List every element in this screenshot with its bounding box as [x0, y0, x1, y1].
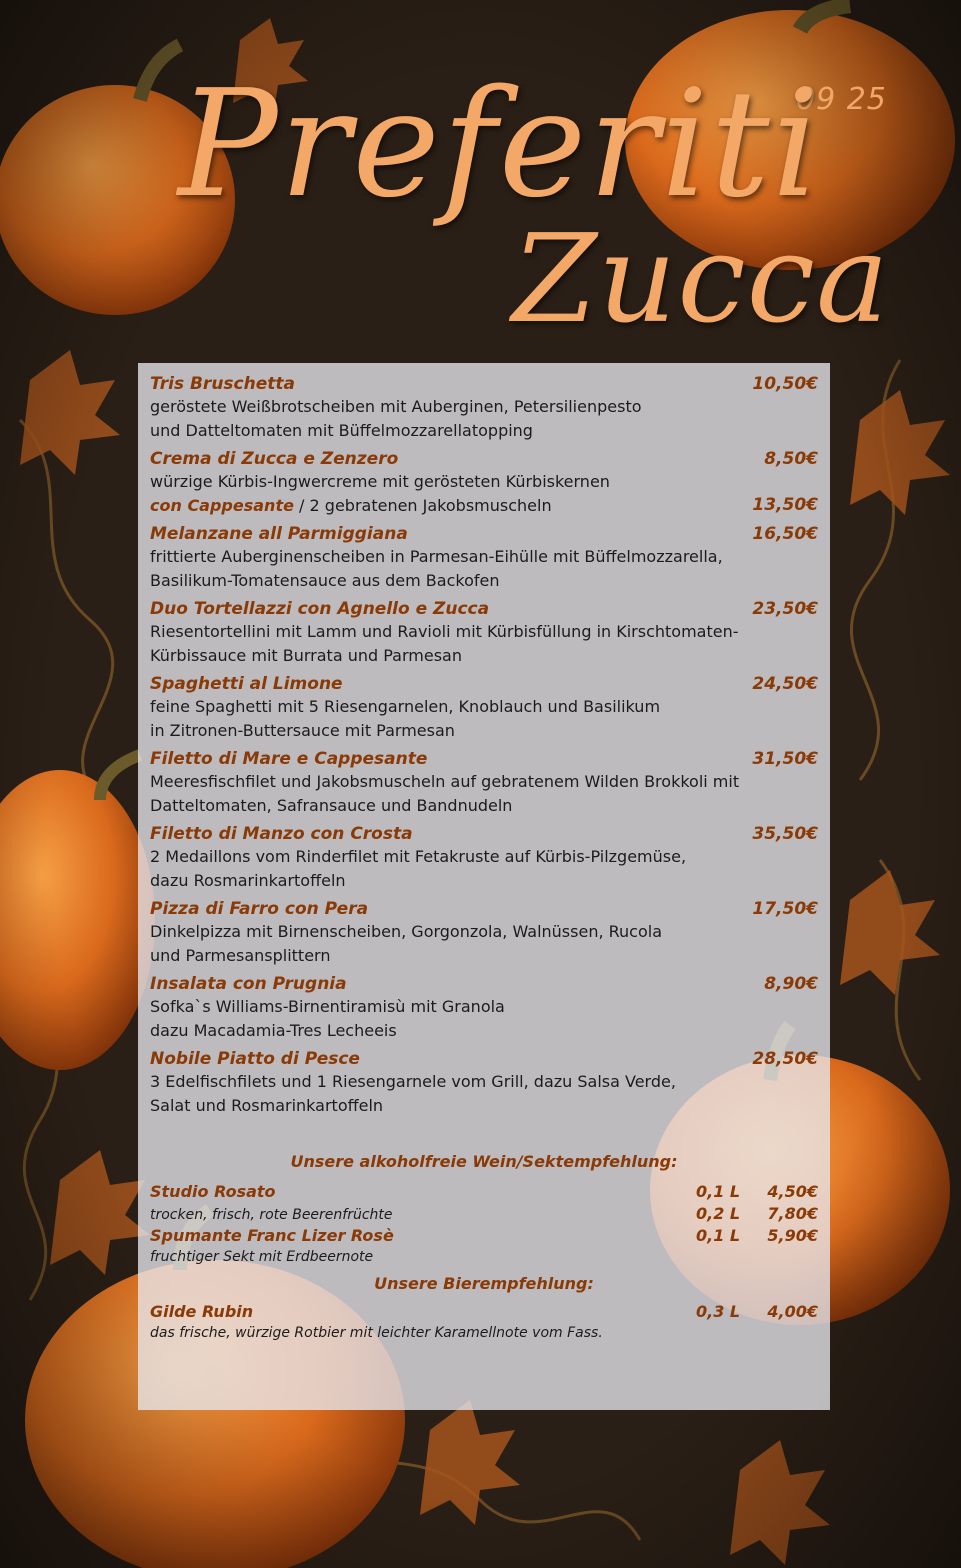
menu-item-header: [150, 598, 818, 620]
menu-item: [150, 673, 818, 743]
dish-option-detail: / 2 gebratenen Jakobsmuscheln: [293, 496, 552, 515]
drink-row: [150, 1301, 818, 1323]
beer-list: [150, 1301, 818, 1343]
drink-description: das frische, würzige Rotbier mit leichter Karamellnote vom Fass.: [150, 1325, 603, 1341]
dish-option: [150, 494, 818, 518]
dish-option-price: 13,50€: [752, 495, 818, 515]
dish-name: Nobile Piatto di Pesce: [150, 1049, 360, 1069]
dish-price: 8,90€: [764, 974, 818, 994]
drink-description: fruchtiger Sekt mit Erdbeernote: [150, 1249, 374, 1265]
menu-item: [150, 973, 818, 1043]
drink-name: Gilde Rubin: [150, 1302, 254, 1321]
menu-title-line2: Zucca: [512, 208, 890, 350]
dish-price: 17,50€: [752, 899, 818, 919]
dish-name: Insalata con Prugnia: [150, 974, 347, 994]
wine-list: [150, 1181, 818, 1267]
dish-name: Filetto di Manzo con Crosta: [150, 824, 413, 844]
dish-name: Tris Bruschetta: [150, 374, 295, 394]
beer-heading: Unsere Bierempfehlung:: [374, 1274, 594, 1293]
drink-price: 4,00€: [767, 1302, 818, 1321]
drink-description: trocken, frisch, rote Beerenfrüchte: [150, 1207, 393, 1223]
dish-description: würzige Kürbis-Ingwercreme mit gerösteten Kürbiskernen: [150, 472, 610, 491]
dish-price: 16,50€: [752, 524, 818, 544]
drink-name: Spumante Franc Lizer Rosè: [150, 1226, 394, 1245]
dish-description: dazu Macadamia-Tres Lecheeis: [150, 1021, 397, 1040]
dish-price: 31,50€: [752, 749, 818, 769]
menu-item: [150, 598, 818, 668]
dish-description: 3 Edelfischfilets und 1 Riesengarnele vom Grill, dazu Salsa Verde,: [150, 1072, 676, 1091]
menu-item-header: [150, 1048, 818, 1070]
drink-row: [150, 1323, 818, 1343]
drink-row: [150, 1203, 818, 1225]
dish-description: Salat und Rosmarinkartoffeln: [150, 1096, 384, 1115]
edition-date: 09 25: [796, 82, 887, 117]
dish-name: Filetto di Mare e Cappesante: [150, 749, 428, 769]
dish-price: 28,50€: [752, 1049, 818, 1069]
dish-option-text: [150, 494, 552, 518]
wine-heading: Unsere alkoholfreie Wein/Sektempfehlung:: [290, 1152, 678, 1171]
dish-description: 2 Medaillons vom Rinderfilet mit Fetakruste auf Kürbis-Pilzgemüse,: [150, 847, 687, 866]
dish-price: 8,50€: [764, 449, 818, 469]
drink-price: 7,80€: [767, 1204, 818, 1223]
menu-item-header: [150, 523, 818, 545]
dish-price: 23,50€: [752, 599, 818, 619]
drink-volume: 0,1 L: [696, 1226, 741, 1245]
menu-item-header: [150, 898, 818, 920]
dish-description: geröstete Weißbrotscheiben mit Auberginen, Petersilienpesto: [150, 397, 642, 416]
menu-item: [150, 898, 818, 968]
dish-description: Basilikum-Tomatensauce aus dem Backofen: [150, 571, 500, 590]
drink-price: 4,50€: [767, 1182, 818, 1201]
dish-description: dazu Rosmarinkartoffeln: [150, 871, 346, 890]
dish-price: 35,50€: [752, 824, 818, 844]
dish-option-name: con Cappesante: [150, 496, 294, 515]
menu-item-header: [150, 448, 818, 470]
dish-description: Meeresfischfilet und Jakobsmuscheln auf gebratenem Wilden Brokkoli mit: [150, 772, 740, 791]
dish-price: 24,50€: [752, 674, 818, 694]
menu-panel: [138, 363, 830, 1410]
drink-name: Studio Rosato: [150, 1182, 276, 1201]
menu-item-header: [150, 673, 818, 695]
menu-item-header: [150, 373, 818, 395]
dish-description: frittierte Auberginenscheiben in Parmesan-Eihülle mit Büffelmozzarella,: [150, 547, 723, 566]
drink-row: [150, 1225, 818, 1247]
drink-row: [150, 1247, 818, 1267]
menu-item: [150, 448, 818, 518]
drink-price: 5,90€: [767, 1226, 818, 1245]
drink-volume: 0,1 L: [696, 1182, 741, 1201]
dish-description: feine Spaghetti mit 5 Riesengarnelen, Knoblauch und Basilikum: [150, 697, 661, 716]
menu-item: [150, 1048, 818, 1118]
dish-name: Melanzane all Parmiggiana: [150, 524, 408, 544]
dish-description: Dinkelpizza mit Birnenscheiben, Gorgonzola, Walnüssen, Rucola: [150, 922, 662, 941]
dish-description: in Zitronen-Buttersauce mit Parmesan: [150, 721, 455, 740]
dish-description: Kürbissauce mit Burrata und Parmesan: [150, 646, 462, 665]
menu-item: [150, 373, 818, 443]
dish-name: Spaghetti al Limone: [150, 674, 343, 694]
dish-description: Riesentortellini mit Lamm und Ravioli mit Kürbisfüllung in Kirschtomaten-: [150, 622, 739, 641]
dish-description: und Parmesansplittern: [150, 946, 331, 965]
dish-description: und Datteltomaten mit Büffelmozzarellatopping: [150, 421, 533, 440]
dish-price: 10,50€: [752, 374, 818, 394]
drink-row: [150, 1181, 818, 1203]
menu-item: [150, 823, 818, 893]
menu-item-header: [150, 748, 818, 770]
dish-name: Duo Tortellazzi con Agnello e Zucca: [150, 599, 490, 619]
menu-title-line1: Preferiti: [178, 58, 822, 230]
menu-item-header: [150, 973, 818, 995]
dish-name: Crema di Zucca e Zenzero: [150, 449, 399, 469]
drink-volume: 0,2 L: [696, 1204, 741, 1223]
menu-item: [150, 523, 818, 593]
dish-description: Datteltomaten, Safransauce und Bandnudeln: [150, 796, 513, 815]
menu-item-header: [150, 823, 818, 845]
drink-volume: 0,3 L: [696, 1302, 741, 1321]
menu-list: [150, 373, 818, 1118]
dish-description: Sofka`s Williams-Birnentiramisù mit Granola: [150, 997, 505, 1016]
menu-item: [150, 748, 818, 818]
dish-name: Pizza di Farro con Pera: [150, 899, 369, 919]
